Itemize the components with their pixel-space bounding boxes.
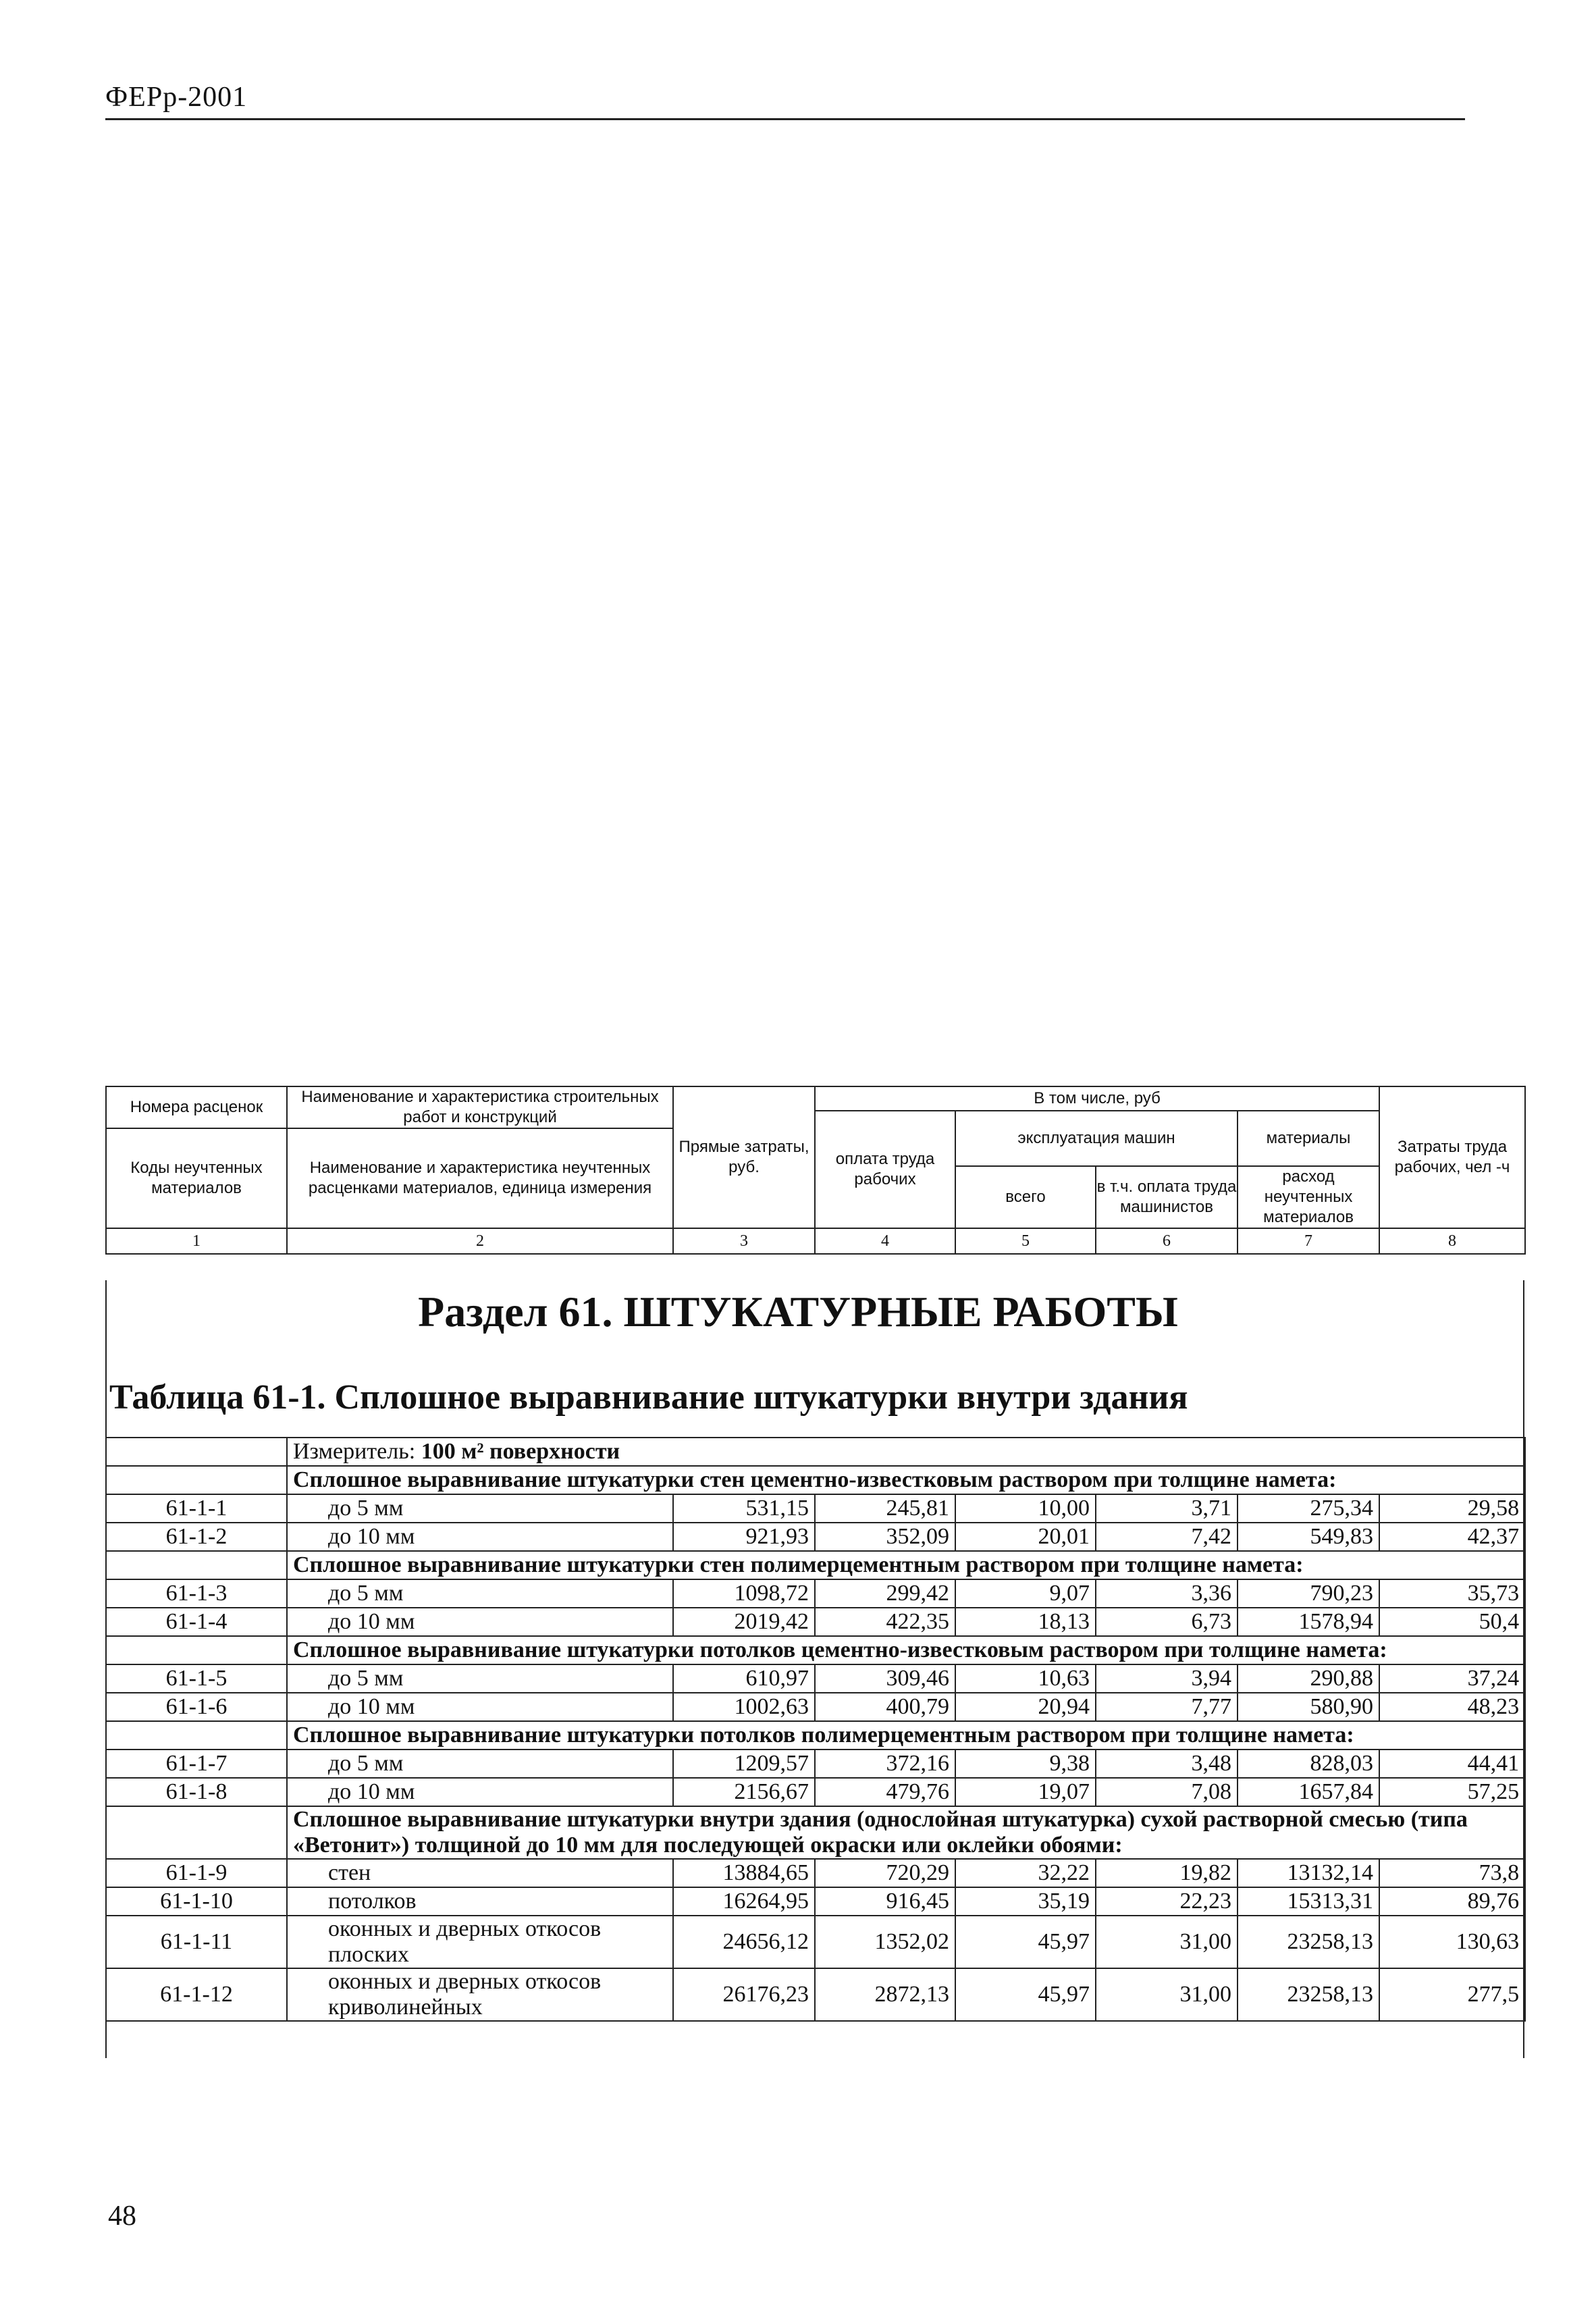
table-row <box>106 1494 1525 1523</box>
meter-label: Измеритель: <box>293 1439 416 1464</box>
operators-pay: 19,82 <box>1096 1859 1238 1887</box>
rate-code: 61-1-1 <box>106 1494 287 1523</box>
header-col2-bottom: Наименование и характеристика неучтенных расценками материалов, единица измерения <box>308 1159 652 1197</box>
rate-code: 61-1-3 <box>106 1579 287 1608</box>
materials-cost: 290,88 <box>1238 1664 1379 1693</box>
group-row <box>106 1636 1525 1664</box>
operators-pay: 3,71 <box>1096 1494 1238 1523</box>
rate-code: 61-1-4 <box>106 1608 287 1636</box>
work-name: потолков <box>287 1887 673 1916</box>
column-number: 5 <box>955 1228 1096 1254</box>
labor-hours: 73,8 <box>1379 1859 1525 1887</box>
rate-code: 61-1-2 <box>106 1523 287 1551</box>
labor-pay: 422,35 <box>815 1608 955 1636</box>
materials-cost: 23258,13 <box>1238 1968 1379 2021</box>
materials-cost: 549,83 <box>1238 1523 1379 1551</box>
materials-cost: 23258,13 <box>1238 1916 1379 1968</box>
header-materials-label: материалы <box>1238 1111 1379 1166</box>
column-number: 2 <box>287 1228 673 1254</box>
machines-total: 35,19 <box>955 1887 1096 1916</box>
materials-cost: 790,23 <box>1238 1579 1379 1608</box>
column-number: 6 <box>1096 1228 1238 1254</box>
machines-total: 32,22 <box>955 1859 1096 1887</box>
table-row <box>106 1968 1525 2021</box>
materials-cost: 1657,84 <box>1238 1778 1379 1806</box>
header-col6: в т.ч. оплата труда машинистов <box>1096 1166 1238 1228</box>
rate-code: 61-1-7 <box>106 1750 287 1778</box>
labor-hours: 57,25 <box>1379 1778 1525 1806</box>
header-col1-top: Номера расценок <box>107 1087 286 1129</box>
header-cell-names <box>287 1086 673 1228</box>
machines-total: 9,38 <box>955 1750 1096 1778</box>
operators-pay: 31,00 <box>1096 1968 1238 2021</box>
labor-hours: 277,5 <box>1379 1968 1525 2021</box>
direct-costs: 13884,65 <box>673 1859 815 1887</box>
machines-total: 45,97 <box>955 1916 1096 1968</box>
work-name: до 10 мм <box>287 1523 673 1551</box>
materials-cost: 275,34 <box>1238 1494 1379 1523</box>
labor-hours: 89,76 <box>1379 1887 1525 1916</box>
operators-pay: 3,48 <box>1096 1750 1238 1778</box>
work-name: до 10 мм <box>287 1778 673 1806</box>
labor-pay: 720,29 <box>815 1859 955 1887</box>
column-number: 7 <box>1238 1228 1379 1254</box>
direct-costs: 1002,63 <box>673 1693 815 1721</box>
meter-value: 100 м² поверхности <box>421 1439 620 1464</box>
section-title: Раздел 61. ШТУКАТУРНЫЕ РАБОТЫ <box>418 1288 1178 1336</box>
table-row <box>106 1916 1525 1968</box>
labor-hours: 130,63 <box>1379 1916 1525 1968</box>
group-title: Сплошное выравнивание штукатурки внутри здания (однослойная штукатурка) сухой растворной смесью (типа «Ветонит») толщиной до 10 мм для последующей окраски или оклейки обоями: <box>287 1806 1525 1859</box>
labor-pay: 372,16 <box>815 1750 955 1778</box>
rate-code: 61-1-10 <box>106 1887 287 1916</box>
direct-costs: 1098,72 <box>673 1579 815 1608</box>
group-title: Сплошное выравнивание штукатурки потолков полимерцементным раствором при толщине намета: <box>287 1721 1525 1750</box>
header-group-label: В том числе, руб <box>815 1086 1379 1111</box>
price-table <box>105 1437 1526 2022</box>
machines-total: 45,97 <box>955 1968 1096 2021</box>
group-row <box>106 1721 1525 1750</box>
machines-total: 20,94 <box>955 1693 1096 1721</box>
rate-code: 61-1-6 <box>106 1693 287 1721</box>
rate-code: 61-1-9 <box>106 1859 287 1887</box>
operators-pay: 7,77 <box>1096 1693 1238 1721</box>
work-name: оконных и дверных откосов криволинейных <box>287 1968 673 2021</box>
column-number: 3 <box>673 1228 815 1254</box>
header-col3: Прямые затраты, руб. <box>673 1086 815 1228</box>
labor-pay: 916,45 <box>815 1887 955 1916</box>
column-number: 1 <box>106 1228 287 1254</box>
materials-cost: 580,90 <box>1238 1693 1379 1721</box>
labor-pay: 309,46 <box>815 1664 955 1693</box>
direct-costs: 921,93 <box>673 1523 815 1551</box>
table-row <box>106 1664 1525 1693</box>
header-col7: расход неучтенных материалов <box>1238 1166 1379 1228</box>
operators-pay: 7,42 <box>1096 1523 1238 1551</box>
machines-total: 9,07 <box>955 1579 1096 1608</box>
table-row <box>106 1778 1525 1806</box>
labor-pay: 400,79 <box>815 1693 955 1721</box>
work-name: до 5 мм <box>287 1664 673 1693</box>
page-number: 48 <box>108 2201 136 2232</box>
rate-code: 61-1-12 <box>106 1968 287 2021</box>
direct-costs: 610,97 <box>673 1664 815 1693</box>
labor-pay: 479,76 <box>815 1778 955 1806</box>
group-row <box>106 1551 1525 1579</box>
operators-pay: 6,73 <box>1096 1608 1238 1636</box>
table-row <box>106 1750 1525 1778</box>
header-col8: Затраты труда рабочих, чел -ч <box>1379 1086 1525 1228</box>
header-col5: всего <box>955 1166 1096 1228</box>
group-title: Сплошное выравнивание штукатурки стен цементно-известковым раствором при толщине намета: <box>287 1466 1525 1494</box>
direct-costs: 16264,95 <box>673 1887 815 1916</box>
direct-costs: 24656,12 <box>673 1916 815 1968</box>
operators-pay: 3,94 <box>1096 1664 1238 1693</box>
direct-costs: 531,15 <box>673 1494 815 1523</box>
labor-pay: 352,09 <box>815 1523 955 1551</box>
header-col4: оплата труда рабочих <box>815 1111 955 1228</box>
labor-hours: 37,24 <box>1379 1664 1525 1693</box>
labor-pay: 245,81 <box>815 1494 955 1523</box>
labor-hours: 44,41 <box>1379 1750 1525 1778</box>
header-col2-top: Наименование и характеристика строительных работ и конструкций <box>288 1087 672 1129</box>
direct-costs: 2019,42 <box>673 1608 815 1636</box>
labor-pay: 1352,02 <box>815 1916 955 1968</box>
table-title: Таблица 61-1. Сплошное выравнивание штукатурки внутри здания <box>109 1378 1188 1417</box>
running-header: ФЕРр-2001 <box>105 82 248 113</box>
work-name: оконных и дверных откосов плоских <box>287 1916 673 1968</box>
materials-cost: 828,03 <box>1238 1750 1379 1778</box>
labor-hours: 42,37 <box>1379 1523 1525 1551</box>
machines-total: 18,13 <box>955 1608 1096 1636</box>
table-row <box>106 1579 1525 1608</box>
work-name: до 5 мм <box>287 1579 673 1608</box>
column-number: 8 <box>1379 1228 1525 1254</box>
operators-pay: 7,08 <box>1096 1778 1238 1806</box>
materials-cost: 1578,94 <box>1238 1608 1379 1636</box>
machines-total: 10,63 <box>955 1664 1096 1693</box>
meter-row <box>106 1438 1525 1466</box>
work-name: до 10 мм <box>287 1608 673 1636</box>
direct-costs: 26176,23 <box>673 1968 815 2021</box>
group-row <box>106 1806 1525 1859</box>
group-row <box>106 1466 1525 1494</box>
direct-costs: 1209,57 <box>673 1750 815 1778</box>
table-row <box>106 1859 1525 1887</box>
materials-cost: 15313,31 <box>1238 1887 1379 1916</box>
labor-pay: 299,42 <box>815 1579 955 1608</box>
work-name: стен <box>287 1859 673 1887</box>
labor-hours: 50,4 <box>1379 1608 1525 1636</box>
table-row <box>106 1523 1525 1551</box>
header-rule <box>105 118 1465 120</box>
header-cell-codes <box>106 1086 287 1228</box>
rate-code: 61-1-8 <box>106 1778 287 1806</box>
machines-total: 19,07 <box>955 1778 1096 1806</box>
work-name: до 10 мм <box>287 1693 673 1721</box>
group-title: Сплошное выравнивание штукатурки потолков цементно-известковым раствором при толщине намета: <box>287 1636 1525 1664</box>
work-name: до 5 мм <box>287 1750 673 1778</box>
header-col1-bottom: Коды неучтенных материалов <box>130 1159 263 1197</box>
header-machines-label: эксплуатация машин <box>955 1111 1238 1166</box>
direct-costs: 2156,67 <box>673 1778 815 1806</box>
machines-total: 20,01 <box>955 1523 1096 1551</box>
operators-pay: 3,36 <box>1096 1579 1238 1608</box>
labor-hours: 29,58 <box>1379 1494 1525 1523</box>
labor-hours: 35,73 <box>1379 1579 1525 1608</box>
table-row <box>106 1608 1525 1636</box>
column-number: 4 <box>815 1228 955 1254</box>
labor-hours: 48,23 <box>1379 1693 1525 1721</box>
group-title: Сплошное выравнивание штукатурки стен полимерцементным раствором при толщине намета: <box>287 1551 1525 1579</box>
column-header-table <box>105 1086 1526 1255</box>
work-name: до 5 мм <box>287 1494 673 1523</box>
labor-pay: 2872,13 <box>815 1968 955 2021</box>
materials-cost: 13132,14 <box>1238 1859 1379 1887</box>
operators-pay: 31,00 <box>1096 1916 1238 1968</box>
machines-total: 10,00 <box>955 1494 1096 1523</box>
table-row <box>106 1887 1525 1916</box>
table-row <box>106 1693 1525 1721</box>
rate-code: 61-1-11 <box>106 1916 287 1968</box>
operators-pay: 22,23 <box>1096 1887 1238 1916</box>
rate-code: 61-1-5 <box>106 1664 287 1693</box>
